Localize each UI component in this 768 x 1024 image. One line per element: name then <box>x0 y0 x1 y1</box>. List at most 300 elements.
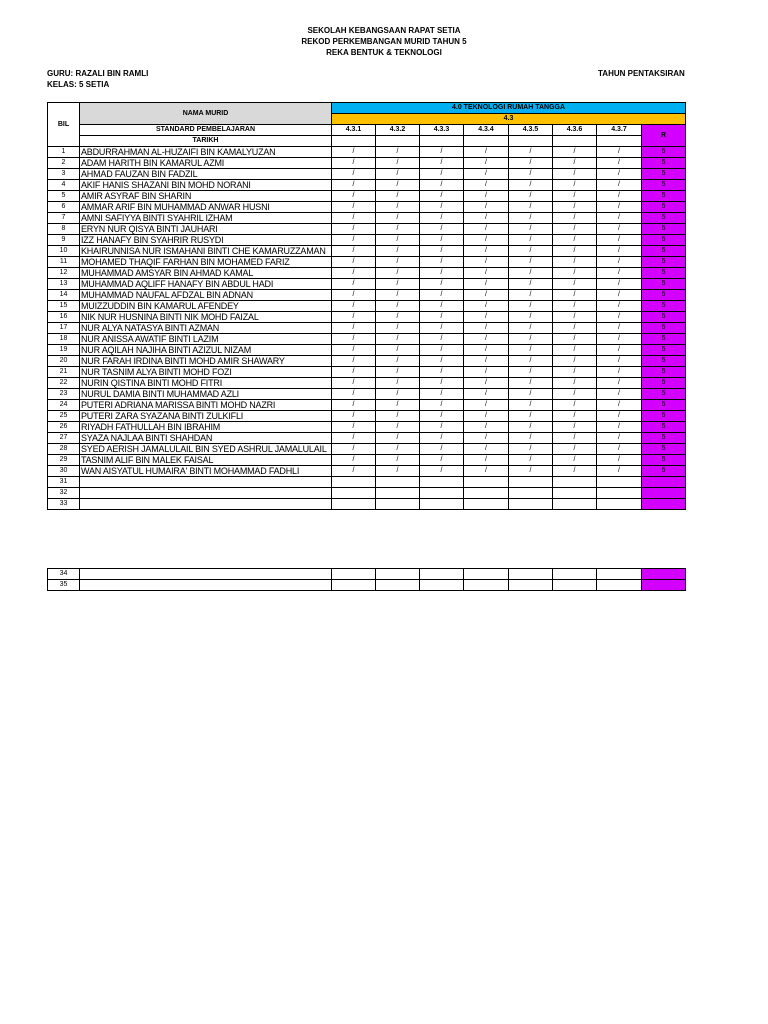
mark-cell: / <box>332 378 376 389</box>
mark-cell: / <box>509 301 553 312</box>
mark-cell: / <box>332 466 376 477</box>
mark-cell: / <box>509 378 553 389</box>
r-value-cell: 5 <box>642 246 686 257</box>
table-row <box>48 191 686 202</box>
mark-cell: / <box>553 202 597 213</box>
mark-cell: / <box>376 191 420 202</box>
mark-cell: / <box>332 202 376 213</box>
extra-rows-table <box>47 568 686 591</box>
mark-cell: / <box>420 334 464 345</box>
mark-cell: / <box>332 279 376 290</box>
mark-cell <box>597 569 642 580</box>
mark-cell: / <box>420 246 464 257</box>
mark-cell: / <box>420 180 464 191</box>
mark-cell: / <box>332 301 376 312</box>
row-number: 17 <box>48 323 80 334</box>
mark-cell: / <box>509 224 553 235</box>
mark-cell <box>376 488 420 499</box>
standard-col-6: 4.3.6 <box>553 125 597 136</box>
mark-cell: / <box>553 389 597 400</box>
date-cell-6 <box>553 136 597 147</box>
mark-cell: / <box>597 158 642 169</box>
mark-cell: / <box>553 378 597 389</box>
mark-cell: / <box>553 169 597 180</box>
mark-cell: / <box>597 378 642 389</box>
mark-cell: / <box>332 257 376 268</box>
student-name: MUHAMMAD NAUFAL AFDZAL BIN ADNAN <box>80 290 332 301</box>
row-number: 27 <box>48 433 80 444</box>
row-number: 5 <box>48 191 80 202</box>
standard-header: STANDARD PEMBELAJARAN <box>80 125 332 136</box>
student-name: ERYN NUR QISYA BINTI JAUHARI <box>80 224 332 235</box>
mark-cell: / <box>553 279 597 290</box>
table-row <box>48 422 686 433</box>
mark-cell: / <box>332 213 376 224</box>
bil-header: BIL <box>48 103 80 147</box>
table-row <box>48 180 686 191</box>
mark-cell <box>553 580 597 591</box>
row-number: 13 <box>48 279 80 290</box>
row-number: 14 <box>48 290 80 301</box>
r-value-cell: 5 <box>642 378 686 389</box>
mark-cell <box>509 477 553 488</box>
mark-cell: / <box>376 389 420 400</box>
row-number: 19 <box>48 345 80 356</box>
mark-cell: / <box>553 312 597 323</box>
mark-cell: / <box>420 290 464 301</box>
table-row <box>48 213 686 224</box>
row-number: 18 <box>48 334 80 345</box>
mark-cell: / <box>509 411 553 422</box>
table-row <box>48 367 686 378</box>
subject-title: REKA BENTUK & TEKNOLOGI <box>326 48 442 57</box>
mark-cell: / <box>553 400 597 411</box>
mark-cell: / <box>332 246 376 257</box>
r-value-cell: 5 <box>642 301 686 312</box>
mark-cell: / <box>332 433 376 444</box>
mark-cell: / <box>553 323 597 334</box>
student-name: MOHAMED THAQIF FARHAN BIN MOHAMED FARIZ <box>80 257 332 268</box>
mark-cell: / <box>420 400 464 411</box>
mark-cell <box>464 488 509 499</box>
mark-cell: / <box>464 180 509 191</box>
mark-cell: / <box>597 323 642 334</box>
student-name: MUIZZUDDIN BIN KAMARUL AFENDEY <box>80 301 332 312</box>
r-value-cell <box>642 488 686 499</box>
mark-cell: / <box>376 312 420 323</box>
student-name: NIK NUR HUSNINA BINTI NIK MOHD FAIZAL <box>80 312 332 323</box>
mark-cell: / <box>597 213 642 224</box>
table-row <box>48 433 686 444</box>
mark-cell: / <box>464 279 509 290</box>
mark-cell: / <box>509 202 553 213</box>
mark-cell <box>464 580 509 591</box>
row-number: 22 <box>48 378 80 389</box>
mark-cell: / <box>420 411 464 422</box>
table-row <box>48 488 686 499</box>
r-value-cell: 5 <box>642 411 686 422</box>
table-row <box>48 389 686 400</box>
mark-cell: / <box>376 455 420 466</box>
mark-cell <box>509 580 553 591</box>
mark-cell: / <box>376 466 420 477</box>
r-value-cell: 5 <box>642 389 686 400</box>
student-name <box>80 488 332 499</box>
mark-cell: / <box>376 301 420 312</box>
student-name-header: NAMA MURID <box>80 103 332 125</box>
mark-cell <box>420 488 464 499</box>
mark-cell <box>597 488 642 499</box>
r-value-cell: 5 <box>642 466 686 477</box>
mark-cell: / <box>420 191 464 202</box>
mark-cell: / <box>464 235 509 246</box>
mark-cell: / <box>509 400 553 411</box>
mark-cell: / <box>509 169 553 180</box>
mark-cell: / <box>509 444 553 455</box>
student-name: RIYADH FATHULLAH BIN IBRAHIM <box>80 422 332 433</box>
row-number: 3 <box>48 169 80 180</box>
table-row <box>48 411 686 422</box>
mark-cell <box>420 569 464 580</box>
mark-cell: / <box>597 268 642 279</box>
mark-cell: / <box>464 367 509 378</box>
table-row <box>48 257 686 268</box>
class-label: KELAS: 5 SETIA <box>47 80 110 89</box>
mark-cell: / <box>420 158 464 169</box>
mark-cell: / <box>553 411 597 422</box>
mark-cell: / <box>597 455 642 466</box>
mark-cell: / <box>597 169 642 180</box>
table-row <box>48 444 686 455</box>
mark-cell: / <box>376 235 420 246</box>
row-number: 33 <box>48 499 80 510</box>
r-value-cell: 5 <box>642 224 686 235</box>
mark-cell: / <box>420 422 464 433</box>
mark-cell <box>509 569 553 580</box>
table-row <box>48 499 686 510</box>
r-value-cell: 5 <box>642 444 686 455</box>
mark-cell: / <box>597 411 642 422</box>
mark-cell: / <box>376 169 420 180</box>
mark-cell: / <box>597 147 642 158</box>
mark-cell: / <box>597 224 642 235</box>
table-row <box>48 400 686 411</box>
mark-cell: / <box>464 378 509 389</box>
row-number: 25 <box>48 411 80 422</box>
mark-cell <box>332 580 376 591</box>
table-row <box>48 235 686 246</box>
mark-cell: / <box>597 279 642 290</box>
mark-cell: / <box>553 147 597 158</box>
mark-cell: / <box>509 213 553 224</box>
r-value-cell: 5 <box>642 400 686 411</box>
student-name: TASNIM ALIF BIN MALEK FAISAL <box>80 455 332 466</box>
mark-cell <box>376 477 420 488</box>
table-row <box>48 455 686 466</box>
mark-cell: / <box>332 345 376 356</box>
mark-cell: / <box>509 279 553 290</box>
mark-cell: / <box>464 433 509 444</box>
r-value-cell <box>642 499 686 510</box>
school-name: SEKOLAH KEBANGSAAN RAPAT SETIA <box>307 26 461 35</box>
mark-cell: / <box>553 268 597 279</box>
row-number: 28 <box>48 444 80 455</box>
mark-cell: / <box>597 235 642 246</box>
mark-cell: / <box>376 411 420 422</box>
r-value-cell: 5 <box>642 202 686 213</box>
mark-cell: / <box>420 444 464 455</box>
mark-cell: / <box>376 345 420 356</box>
mark-cell: / <box>509 466 553 477</box>
mark-cell: / <box>464 389 509 400</box>
mark-cell: / <box>420 389 464 400</box>
mark-cell: / <box>464 466 509 477</box>
table-row <box>48 246 686 257</box>
mark-cell: / <box>420 378 464 389</box>
mark-cell: / <box>597 466 642 477</box>
mark-cell: / <box>464 400 509 411</box>
mark-cell: / <box>597 202 642 213</box>
mark-cell: / <box>420 323 464 334</box>
row-number: 34 <box>48 569 80 580</box>
mark-cell <box>553 477 597 488</box>
mark-cell <box>597 499 642 510</box>
mark-cell: / <box>597 389 642 400</box>
mark-cell: / <box>553 213 597 224</box>
mark-cell: / <box>420 455 464 466</box>
mark-cell: / <box>420 147 464 158</box>
mark-cell: / <box>597 367 642 378</box>
mark-cell: / <box>597 444 642 455</box>
student-name: MUHAMMAD AQLIFF HANAFY BIN ABDUL HADI <box>80 279 332 290</box>
student-name: AMNI SAFIYYA BINTI SYAHRIL IZHAM <box>80 213 332 224</box>
row-number: 30 <box>48 466 80 477</box>
r-value-cell: 5 <box>642 191 686 202</box>
table-row <box>48 356 686 367</box>
student-name: AHMAD FAUZAN BIN FADZIL <box>80 169 332 180</box>
mark-cell: / <box>464 323 509 334</box>
mark-cell: / <box>332 235 376 246</box>
mark-cell: / <box>597 400 642 411</box>
mark-cell: / <box>420 433 464 444</box>
mark-cell: / <box>376 268 420 279</box>
mark-cell: / <box>332 411 376 422</box>
mark-cell: / <box>376 158 420 169</box>
mark-cell: / <box>332 389 376 400</box>
mark-cell: / <box>597 345 642 356</box>
mark-cell: / <box>464 411 509 422</box>
date-cell-3 <box>420 136 464 147</box>
date-cell-5 <box>509 136 553 147</box>
mark-cell <box>420 477 464 488</box>
mark-cell: / <box>553 334 597 345</box>
table-row <box>48 147 686 158</box>
mark-cell: / <box>376 378 420 389</box>
mark-cell: / <box>509 345 553 356</box>
r-value-cell: 5 <box>642 268 686 279</box>
r-value-cell: 5 <box>642 290 686 301</box>
row-number: 1 <box>48 147 80 158</box>
mark-cell: / <box>597 312 642 323</box>
mark-cell: / <box>332 268 376 279</box>
student-name: AMMAR ARIF BIN MUHAMMAD ANWAR HUSNI <box>80 202 332 213</box>
mark-cell: / <box>509 312 553 323</box>
mark-cell: / <box>553 246 597 257</box>
mark-cell: / <box>553 301 597 312</box>
student-name: AMIR ASYRAF BIN SHARIN <box>80 191 332 202</box>
mark-cell: / <box>420 213 464 224</box>
mark-cell: / <box>420 301 464 312</box>
row-number: 12 <box>48 268 80 279</box>
mark-cell <box>376 499 420 510</box>
mark-cell: / <box>332 224 376 235</box>
mark-cell: / <box>376 367 420 378</box>
mark-cell: / <box>332 191 376 202</box>
mark-cell: / <box>597 246 642 257</box>
mark-cell <box>420 499 464 510</box>
student-name: SYAZA NAJLAA BINTI SHAHDAN <box>80 433 332 444</box>
table-row <box>48 580 686 591</box>
table-row <box>48 334 686 345</box>
mark-cell: / <box>420 279 464 290</box>
table-row <box>48 466 686 477</box>
mark-cell: / <box>553 356 597 367</box>
mark-cell: / <box>509 257 553 268</box>
r-value-cell: 5 <box>642 455 686 466</box>
mark-cell: / <box>332 444 376 455</box>
student-name: NUR ANISSA AWATIF BINTI LAZIM <box>80 334 332 345</box>
r-value-cell: 5 <box>642 356 686 367</box>
mark-cell: / <box>509 235 553 246</box>
mark-cell: / <box>464 213 509 224</box>
mark-cell <box>509 488 553 499</box>
mark-cell <box>597 477 642 488</box>
student-name <box>80 569 332 580</box>
row-number: 9 <box>48 235 80 246</box>
student-name: ABDURRAHMAN AL-HUZAIFI BIN KAMALYUZAN <box>80 147 332 158</box>
r-value-cell: 5 <box>642 257 686 268</box>
mark-cell: / <box>553 224 597 235</box>
student-name <box>80 580 332 591</box>
row-number: 26 <box>48 422 80 433</box>
mark-cell: / <box>464 290 509 301</box>
row-number: 21 <box>48 367 80 378</box>
student-name <box>80 499 332 510</box>
standard-col-5: 4.3.5 <box>509 125 553 136</box>
mark-cell: / <box>376 257 420 268</box>
table-row <box>48 224 686 235</box>
mark-cell: / <box>464 257 509 268</box>
r-value-cell: 5 <box>642 180 686 191</box>
mark-cell <box>332 488 376 499</box>
r-value-cell <box>642 569 686 580</box>
r-value-cell: 5 <box>642 312 686 323</box>
standard-col-2: 4.3.2 <box>376 125 420 136</box>
r-value-cell: 5 <box>642 334 686 345</box>
mark-cell <box>332 569 376 580</box>
mark-cell: / <box>376 400 420 411</box>
mark-cell: / <box>553 466 597 477</box>
mark-cell: / <box>332 367 376 378</box>
mark-cell: / <box>597 301 642 312</box>
student-name: NUR ALYA NATASYA BINTI AZMAN <box>80 323 332 334</box>
table-row <box>48 323 686 334</box>
mark-cell: / <box>597 257 642 268</box>
student-name: PUTERI ZARA SYAZANA BINTI ZULKIFLI <box>80 411 332 422</box>
mark-cell: / <box>376 356 420 367</box>
table-row <box>48 158 686 169</box>
mark-cell <box>332 499 376 510</box>
mark-cell: / <box>332 422 376 433</box>
mark-cell: / <box>464 246 509 257</box>
date-header: TARIKH <box>80 136 332 147</box>
student-progress-table <box>47 102 686 510</box>
row-number: 10 <box>48 246 80 257</box>
mark-cell: / <box>420 466 464 477</box>
mark-cell: / <box>376 213 420 224</box>
date-cell-7 <box>597 136 642 147</box>
mark-cell: / <box>420 224 464 235</box>
mark-cell <box>332 477 376 488</box>
student-name: NURUL DAMIA BINTI MUHAMMAD AZLI <box>80 389 332 400</box>
mark-cell: / <box>553 191 597 202</box>
row-number: 24 <box>48 400 80 411</box>
r-value-cell: 5 <box>642 147 686 158</box>
mark-cell: / <box>464 444 509 455</box>
mark-cell: / <box>420 235 464 246</box>
mark-cell <box>376 580 420 591</box>
mark-cell: / <box>420 257 464 268</box>
r-value-cell: 5 <box>642 279 686 290</box>
row-number: 8 <box>48 224 80 235</box>
student-name: SYED AERISH JAMALULAIL BIN SYED ASHRUL JAMALULAIL <box>80 444 332 455</box>
mark-cell: / <box>464 345 509 356</box>
mark-cell: / <box>509 268 553 279</box>
r-value-cell: 5 <box>642 367 686 378</box>
row-number: 7 <box>48 213 80 224</box>
mark-cell: / <box>509 389 553 400</box>
mark-cell: / <box>464 202 509 213</box>
mark-cell <box>553 488 597 499</box>
mark-cell: / <box>509 158 553 169</box>
mark-cell: / <box>553 345 597 356</box>
student-name: WAN AISYATUL HUMAIRA' BINTI MOHAMMAD FADHLI <box>80 466 332 477</box>
mark-cell <box>553 499 597 510</box>
mark-cell: / <box>553 433 597 444</box>
topic-header: 4.0 TEKNOLOGI RUMAH TANGGA <box>332 103 686 114</box>
student-name: ADAM HARITH BIN KAMARUL AZMI <box>80 158 332 169</box>
mark-cell: / <box>332 312 376 323</box>
mark-cell: / <box>420 268 464 279</box>
mark-cell: / <box>332 169 376 180</box>
mark-cell: / <box>509 433 553 444</box>
mark-cell: / <box>464 422 509 433</box>
table-row <box>48 290 686 301</box>
mark-cell: / <box>509 334 553 345</box>
mark-cell: / <box>332 356 376 367</box>
r-value-cell <box>642 580 686 591</box>
student-name: KHAIRUNNISA NUR ISMAHANI BINTI CHE KAMARUZZAMAN <box>80 246 332 257</box>
mark-cell: / <box>420 356 464 367</box>
mark-cell: / <box>509 180 553 191</box>
mark-cell: / <box>376 147 420 158</box>
mark-cell: / <box>464 224 509 235</box>
student-name: NUR FARAH IRDINA BINTI MOHD AMIR SHAWARY <box>80 356 332 367</box>
table-row <box>48 279 686 290</box>
mark-cell: / <box>332 455 376 466</box>
mark-cell: / <box>420 169 464 180</box>
mark-cell: / <box>553 367 597 378</box>
